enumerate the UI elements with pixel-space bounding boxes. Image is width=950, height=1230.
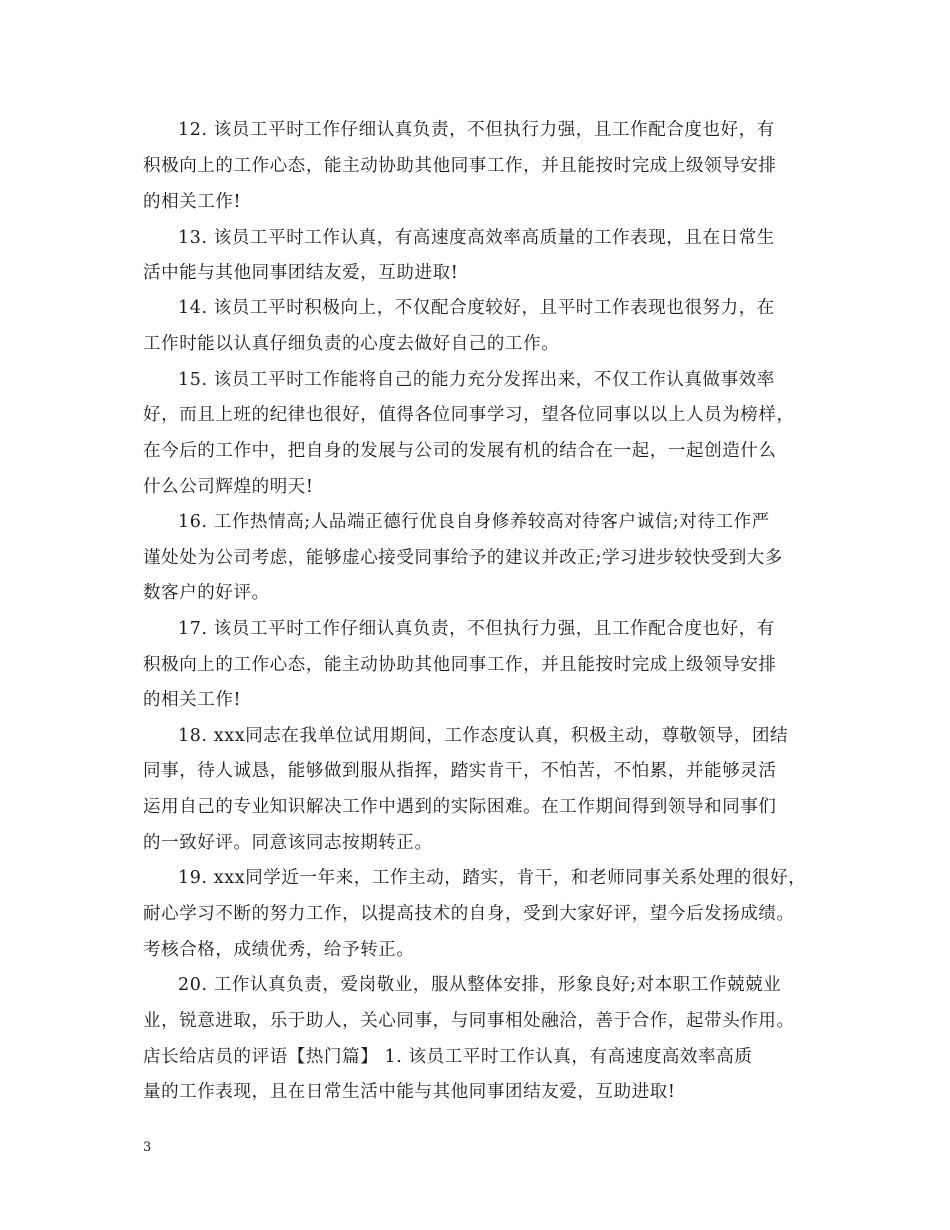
text-line: 积极向上的工作心态，能主动协助其他同事工作，并且能按时完成上级领导安排 bbox=[143, 156, 777, 176]
text-line: 18. xxx同志在我单位试用期间，工作态度认真，积极主动，尊敬领导，团结 bbox=[178, 726, 789, 746]
text-line: 的相关工作! bbox=[143, 690, 242, 710]
text-line: 店长给店员的评语【热门篇】 1. 该员工平时工作认真，有高速度高效率高质 bbox=[143, 1047, 753, 1067]
text-line: 好，而且上班的纪律也很好，值得各位同事学习，望各位同事以以上人员为榜样， bbox=[143, 405, 795, 425]
text-line: 19. xxx同学近一年来，工作主动，踏实，肯干，和老师同事关系处理的很好， bbox=[178, 868, 807, 888]
text-line: 谨处处为公司考虑，能够虚心接受同事给予的建议并改正;学习进步较快受到大多 bbox=[143, 548, 783, 568]
text-line: 的一致好评。同意该同志按期转正。 bbox=[143, 833, 433, 853]
text-line: 20. 工作认真负责，爱岗敬业，服从整体安排，形象良好;对本职工作兢兢业 bbox=[178, 975, 782, 995]
text-line: 运用自己的专业知识解决工作中遇到的实际困难。在工作期间得到领导和同事们 bbox=[143, 797, 777, 817]
text-line: 工作时能以认真仔细负责的心度去做好自己的工作。 bbox=[143, 334, 560, 354]
text-line: 数客户的好评。 bbox=[143, 583, 270, 603]
text-line: 16. 工作热情高;人品端正德行优良自身修养较高对待客户诚信;对待工作严 bbox=[178, 512, 770, 532]
text-line: 17. 该员工平时工作仔细认真负责，不但执行力强，且工作配合度也好，有 bbox=[178, 619, 775, 639]
text-line: 业，锐意进取，乐于助人，关心同事，与同事相处融洽，善于合作，起带头作用。 bbox=[143, 1011, 795, 1031]
text-line: 什么公司辉煌的明天! bbox=[143, 477, 314, 497]
text-line: 量的工作表现，且在日常生活中能与其他同事团结友爱，互助进取! bbox=[143, 1082, 676, 1102]
text-line: 耐心学习不断的努力工作，以提高技术的自身，受到大家好评，望今后发扬成绩。 bbox=[143, 904, 795, 924]
page-number: 3 bbox=[143, 1140, 152, 1155]
text-line: 12. 该员工平时工作仔细认真负责，不但执行力强，且工作配合度也好，有 bbox=[178, 120, 775, 140]
text-line: 的相关工作! bbox=[143, 192, 242, 212]
text-line: 同事，待人诚恳，能够做到服从指挥，踏实肯干，不怕苦，不怕累，并能够灵活 bbox=[143, 761, 777, 781]
text-line: 考核合格，成绩优秀，给予转正。 bbox=[143, 940, 415, 960]
text-line: 活中能与其他同事团结友爱，互助进取! bbox=[143, 263, 459, 283]
text-line: 13. 该员工平时工作认真，有高速度高效率高质量的工作表现，且在日常生 bbox=[178, 228, 775, 248]
text-line: 在今后的工作中，把自身的发展与公司的发展有机的结合在一起，一起创造什么 bbox=[143, 441, 777, 461]
text-line: 积极向上的工作心态，能主动协助其他同事工作，并且能按时完成上级领导安排 bbox=[143, 655, 777, 675]
text-line: 15. 该员工平时工作能将自己的能力充分发挥出来，不仅工作认真做事效率 bbox=[178, 370, 775, 390]
text-line: 14. 该员工平时积极向上，不仅配合度较好，且平时工作表现也很努力，在 bbox=[178, 298, 775, 318]
